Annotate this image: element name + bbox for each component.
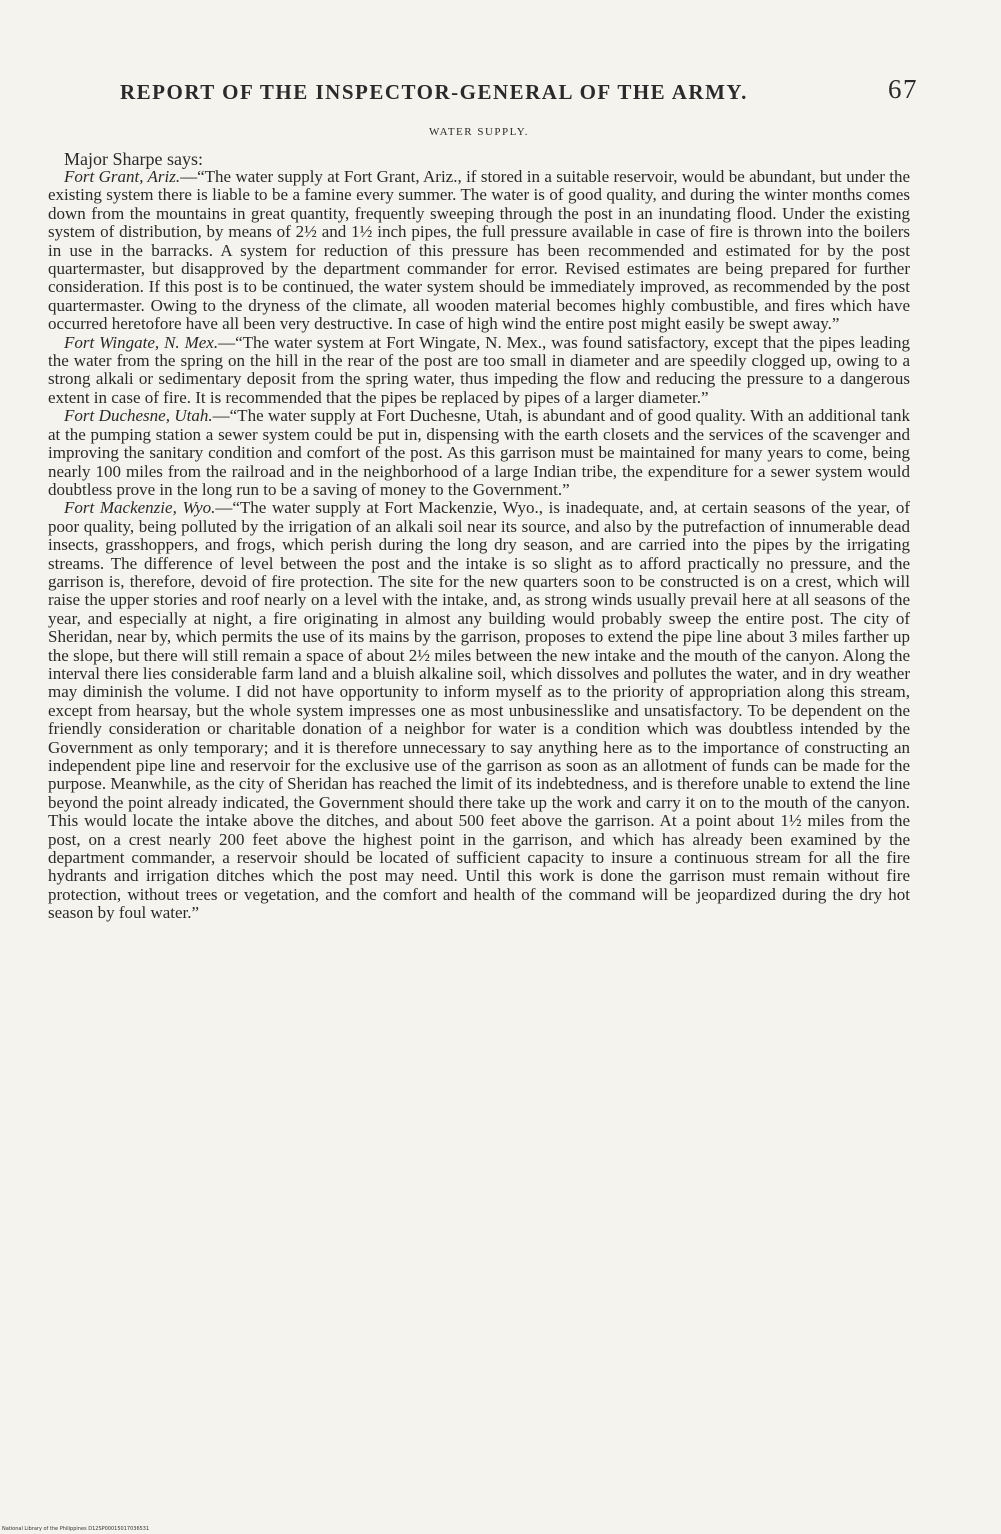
paragraph-fort-grant [48,168,910,334]
fort-name: Fort Mackenzie, Wyo. [64,498,216,518]
paragraph-fort-duchesne [48,407,910,499]
scan-footer: National Library of the Philippines D12SP00015017036531 [2,1526,150,1532]
running-header [48,70,918,110]
fort-name: Fort Wingate, N. Mex. [64,332,219,352]
paragraph-fort-wingate [48,334,910,408]
section-title: WATER SUPPLY. [428,126,530,138]
report-title: REPORT OF THE INSPECTOR-GENERAL OF THE ARMY. [120,80,748,104]
intro-line: Major Sharpe says: [64,149,203,169]
paragraph-fort-mackenzie [48,499,910,922]
document-page [48,70,918,923]
page-number: 67 [888,74,918,104]
fort-name: Fort Duchesne, Utah. [64,406,213,426]
paragraph-text: —“The water supply at Fort Mackenzie, Wyo., is inadequate, and, at certain seasons of the year, of poor quality, being polluted by the irrigation of an alkali soil near its source, and also by the putrefaction of innumerable dead insects, grasshoppers, and frogs, which perish during the long dry season, and are carried into the pipes by the irrigating streams. The difference of level between the post and the intake is so slight as to afford practically no pressure, and the garrison is, therefore, devoid of fire protection. The site for the new quarters soon to be constructed is on a crest, which will raise the upper stories and roof nearly on a level with the intake, and, as strong winds usually prevail here at all seasons of the year, and especially at night, a fire originating in almost any building would probably sweep the entire post. The city of Sheridan, near by, which permits the use of its mains by the garrison, proposes to extend the pipe line about 3 miles farther up the slope, but there will still remain a space of about 2½ miles between the new intake and the mouth of the canyon. Along the interval there lies considerable farm land and a bluish alkaline soil, which dissolves and pollutes the water, and in dry weather may diminish the volume. I did not have opportunity to inform myself as to the priority of appropriation along this stream, except from hearsay, but the whole system impresses one as most unbusinesslike and unsatisfactory. To be dependent on the friendly consideration or charitable donation of a neighbor for water is a condition which was doubtless intended by the Government as only temporary; and it is therefore unnecessary to say anything here as to the importance of constructing an independent pipe line and reservoir for the exclusive use of the garrison as soon as an allotment of funds can be made for the purpose. Meanwhile, as the city of Sheridan has reached the limit of its indebtedness, and is therefore unable to extend the line beyond the point already indicated, the Government should there take up the work and carry it on to the mouth of the canyon. This would locate the intake above the ditches, and about 500 feet above the garrison. At a point about 1½ miles from the post, on a crest nearly 200 feet above the highest point in the garrison, and which has already been examined by the department commander, a reservoir should be located of sufficient capacity to insure a continuous stream for all the fire hydrants and irrigation ditches which the post may need. Until this work is done the garrison must remain without fire protection, without trees or vegetation, and the comfort and health of the command will be jeopardized during the dry hot season by foul water.” [48,498,910,923]
fort-name: Fort Grant, Ariz. [64,167,181,186]
paragraph-text: —“The water supply at Fort Duchesne, Utah, is abundant and of good quality. With an additional tank at the pumping station a sewer system could be put in, dispensing with the earth closets and the services of the scavenger and improving the sanitary condition and comfort of the post. As this garrison must be maintained for many years to come, being nearly 100 miles from the railroad and in the neighborhood of a large Indian tribe, the expenditure for a sewer system would doubtless prove in the long run to be a saving of money to the Government.” [48,406,910,499]
paragraph-text: —“The water system at Fort Wingate, N. Mex., was found satisfactory, except that the pipes leading the water from the spring on the hill in the rear of the post are too small in diameter and are speedily clogged up, owing to a strong alkali or sedimentary deposit from the spring water, thus impeding the flow and reducing the pressure to a dangerous extent in case of fire. It is recommended that the pipes be replaced by pipes of a larger diameter.” [48,332,910,407]
paragraph-text: —“The water supply at Fort Grant, Ariz., if stored in a suitable reservoir, would be abundant, but under the existing system there is liable to be a famine every summer. The water is of good quality, and during the winter months comes down from the mountains in great quantity, frequently sweeping through the post in an inundating flood. Under the existing system of distribution, by means of 2½ and 1½ inch pipes, the full pressure available in case of fire is thrown into the boilers in use in the barracks. A system for reduction of this pressure has been recommended and estimated for by the post quartermaster, but disapproved by the department commander for error. Revised estimates are being prepared for further consideration. If this post is to be continued, the water system should be immediately improved, as recommended by the post quartermaster. Owing to the dryness of the climate, all wooden material becomes highly combustible, and fires which have occurred heretofore have all been very destructive. In case of high wind the entire post might easily be swept away.” [48,167,910,334]
